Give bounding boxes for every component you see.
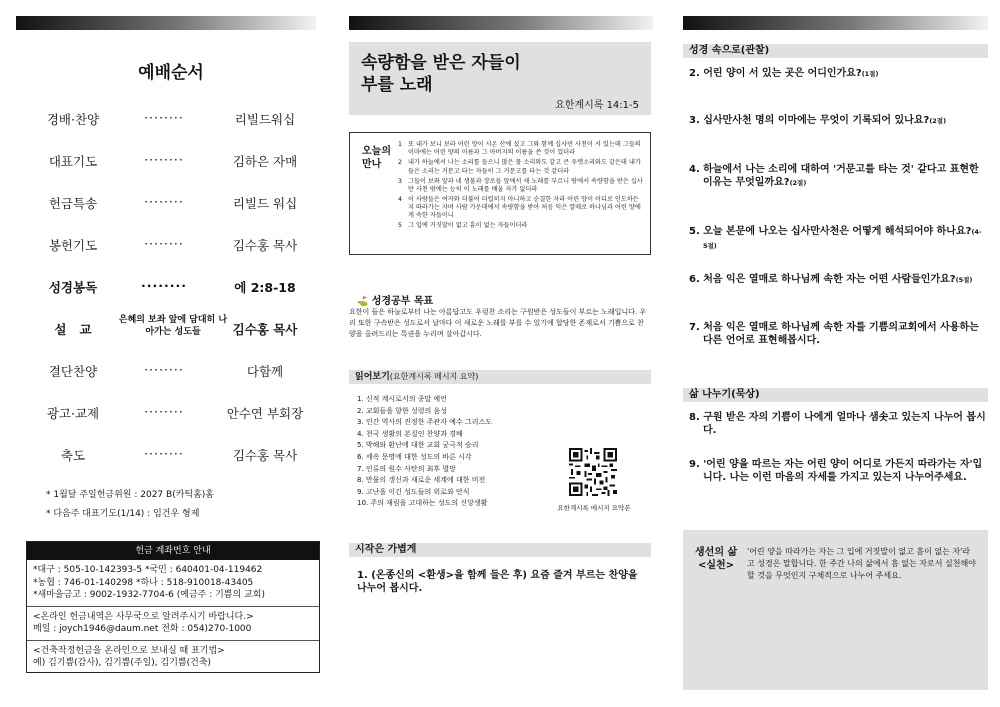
order-leader: 안수연 부회장	[226, 406, 304, 421]
list-item: 3. 인간 역사의 진정한 주관자 예수 그리스도	[357, 418, 492, 427]
label-line: 만나	[362, 159, 382, 170]
reading-section-bar	[349, 370, 651, 384]
order-dots: ········	[144, 362, 184, 377]
practice-box	[683, 530, 988, 690]
title-line: 속량함을 받은 자들이	[361, 53, 521, 73]
verse-text: 그 입에 거짓말이 없고 흠이 없는 자들이더라	[408, 222, 528, 230]
offering-info-box	[26, 541, 320, 673]
order-row	[26, 362, 316, 382]
order-dots: ········	[144, 152, 184, 167]
question-item	[689, 114, 986, 128]
verse	[398, 222, 644, 230]
verse-number: 1	[398, 141, 402, 148]
verse	[398, 159, 644, 176]
observe-section-bar: 성경 속으로(관찰)	[683, 44, 988, 58]
order-item: 광고·교제	[46, 406, 100, 421]
building-offering-info	[27, 641, 319, 674]
qr-code[interactable]	[569, 448, 617, 496]
note-item: * 1월달 주일헌금위원 : 2027 B(카틱홈)홈	[46, 490, 214, 500]
order-row	[26, 152, 316, 172]
list-item: 2. 교회들을 향한 성령의 음성	[357, 406, 447, 415]
question-text: 5. 오늘 본문에 나오는 십사만사천은 어떻게 해석되어야 하나요?	[689, 226, 972, 237]
order-leader: 김수홍 목사	[232, 448, 298, 463]
list-item: 5. 박해와 환난에 대한 교회 궁극적 승리	[357, 441, 479, 450]
order-row	[26, 446, 316, 466]
sermon-title: 은혜의 보좌 앞에 담대히 나아가는 성도들	[118, 315, 228, 337]
account-line: *농협 : 746-01-140298 *하나 : 518-910018-43405	[33, 577, 254, 588]
column3-header-bar	[683, 16, 988, 30]
verse-number: 4	[398, 195, 402, 203]
order-leader: 리빌드워십	[234, 112, 296, 127]
verse-text: 내가 하늘에서 나는 소리를 들으니 많은 물 소리와도 같고 큰 우렛소리와도 같은데 내가 들은 소리는 거문고 타는 자들이 그 거문고를 타는 것 같더라	[408, 159, 641, 175]
order-row	[26, 278, 316, 298]
practice-text: '어린 양을 따라가는 자는 그 입에 거짓말이 없고 흠이 없는 자'라고 성경은 말합니다. 한 주간 나의 삶에서 흠 없는 자로서 실천해야 할 것을 무엇인지 구체적으로 나누어 주세요.	[747, 547, 976, 580]
verse-text: 이 사람들은 여자와 더불어 더럽히지 아니하고 순결한 자라 어린 양이 어디로 인도하든지 따라가는 자며 사람 가운데에서 속량함을 받아 처음 익은 열매로 하나님과 어린 양에게 속한 자들이니	[408, 195, 641, 220]
order-dots: ········	[144, 194, 184, 209]
goal-title-text: 성경공부 목표	[371, 296, 434, 307]
verse-ref: (2절)	[789, 179, 807, 187]
order-row	[26, 315, 316, 340]
account-list	[27, 560, 319, 607]
question-text: 3. 십사만사천 명의 이마에는 무엇이 기록되어 있나요?	[689, 115, 930, 126]
online-offering-info	[27, 607, 319, 641]
verse-text: 또 내가 보니 보라 어린 양이 시온 산에 섰고 그와 함께 십사만 사천이 서 있는데 그들의 이마에는 어린 양의 이름과 그 아버지의 이름을 쓴 것이 있더라	[408, 141, 641, 157]
list-item: 10. 주의 재림을 고대하는 성도의 신앙생활	[357, 499, 488, 508]
order-dots: ········	[144, 446, 184, 461]
verse	[398, 178, 644, 195]
scripture-reference: 요한계시록 14:1-5	[555, 100, 639, 111]
question-item	[689, 321, 986, 348]
verse	[398, 141, 644, 158]
question-item	[689, 273, 986, 287]
question-text: 7. 처음 익은 열매로 하나님께 속한 자를 기쁨의교회에서 사용하는 다른 언어로 표현해봅시다.	[689, 322, 979, 346]
scripture-box	[349, 132, 651, 255]
reading-list	[357, 394, 492, 510]
account-line: *새마을금고 : 9002-1932-7704-6 (예금주 : 기쁨의 교회)	[33, 590, 265, 600]
title-line: 부를 노래	[361, 75, 433, 95]
order-item: 봉헌기도	[48, 238, 98, 253]
order-leader: 김하은 자매	[232, 154, 298, 169]
flag-icon: ⛳	[357, 297, 369, 307]
verse-ref: (1절)	[861, 70, 879, 78]
question-item	[689, 67, 986, 81]
question-item	[689, 163, 986, 190]
sermon-title-box	[349, 42, 651, 115]
practice-label	[695, 546, 737, 572]
verse-text: 그들이 보좌 앞과 네 생물과 장로들 앞에서 새 노래를 부르니 땅에서 속량함을 받은 십사만 사천 밖에는 능히 이 노래를 배울 자가 없더라	[408, 177, 643, 193]
announcement-notes	[46, 486, 214, 524]
sermon-main-title	[361, 52, 641, 96]
study-goal-title	[357, 292, 433, 307]
order-row	[26, 194, 316, 214]
list-item: 4. 천국 생활의 본질인 찬양과 경배	[357, 429, 463, 438]
order-dots: ········	[144, 110, 184, 125]
list-item: 8. 만물의 갱신과 새로운 세계에 대한 비전	[357, 476, 486, 485]
question-text: 2. 어린 양이 서 있는 곳은 어디인가요?	[689, 68, 862, 79]
verse-ref: (2절)	[929, 117, 947, 125]
order-leader: 리빌드 워십	[232, 196, 298, 211]
online-contact: 메일 : joych1946@daum.net 전화 : 054)270-1000	[33, 624, 252, 634]
share-section-bar: 삶 나누기(묵상)	[683, 388, 988, 402]
account-line: *대구 : 505-10-142393-5 *국민 : 640401-04-119462	[33, 565, 263, 575]
order-dots: ········	[144, 236, 184, 251]
list-item: 7. 인류의 원수 사탄의 최후 멸망	[357, 464, 456, 473]
order-item: 대표기도	[48, 154, 98, 169]
reading-subtitle: (요한계시록 메시지 요약)	[389, 372, 479, 381]
worship-order-title: 예배순서	[138, 63, 204, 83]
list-item: 9. 고난을 이긴 성도들의 위로와 안식	[357, 487, 470, 496]
qr-caption: 요한계시록 메시지 요약본	[557, 504, 631, 512]
column2-header-bar	[349, 16, 653, 30]
verse-list	[398, 141, 644, 232]
order-row	[26, 236, 316, 256]
question-item: 8. 구원 받은 자의 기쁨이 나에게 얼마나 샘솟고 있는지 나누어 봅시다.	[689, 412, 986, 436]
label-line: <실천>	[698, 560, 735, 571]
order-item: 성경봉독	[48, 280, 98, 295]
order-row	[26, 404, 316, 424]
verse-number: 5	[398, 222, 402, 230]
start-question: 1. (온종신의 <환생>을 함께 들은 후) 요즘 즐겨 부르는 찬양을 나누어 봅시다.	[357, 570, 638, 594]
order-row	[26, 110, 316, 130]
building-title: <건축작정헌금을 온라인으로 보내실 때 표기법>	[33, 645, 225, 656]
verse	[398, 196, 644, 221]
label-line: 오늘의	[362, 146, 391, 157]
study-goal-text: 요한이 들은 하늘로부터 나는 아름답고도 우렁찬 소리는 구원받은 성도들이 부르는 노래입니다. 우리 또한 구속받은 성도로서 날마다 이 새로운 노래를 부를 수 있기에 합당한 존재로서 기쁨으로 찬양을 올려드리는 특권을 누리며 살아갑시다.	[349, 308, 647, 339]
order-item: 헌금특송	[48, 196, 98, 211]
verse-ref: (4-5절)	[703, 228, 982, 250]
order-item: 경배·찬양	[46, 112, 100, 127]
verse-ref: (5절)	[955, 276, 973, 284]
building-example: 예) 김기쁨(감사), 김기쁨(주일), 김기쁨(건축)	[33, 658, 211, 668]
verse-number: 2	[398, 159, 402, 167]
order-leader: 다함께	[246, 364, 284, 379]
note-item: * 다음주 대표기도(1/14) : 임건우 형제	[46, 509, 200, 519]
list-item: 1. 신적 계시로서의 종말 예언	[357, 395, 447, 403]
order-item: 결단찬양	[48, 364, 98, 379]
order-leader: 김수홍 목사	[232, 322, 298, 337]
question-item: 9. '어린 양을 따르는 자는 어린 양이 어디로 가든지 따라가는 자'입니다. 나는 이런 마음의 자세를 가지고 있는지 나누어주세요.	[689, 459, 983, 483]
verse-number: 3	[398, 177, 402, 185]
question-item	[689, 225, 986, 253]
order-dots: ········	[141, 278, 187, 293]
todays-manna-label	[362, 145, 391, 171]
list-item: 6. 세속 문명에 대한 성도의 바른 시각	[357, 452, 472, 461]
offering-header: 헌금 계좌번호 안내	[27, 542, 319, 560]
order-item: 축도	[60, 448, 86, 463]
label-line: 생선의 삶	[695, 547, 738, 558]
question-text: 6. 처음 익은 열매로 하나님께 속한 자는 어떤 사람들인가요?	[689, 274, 956, 285]
order-leader: 김수홍 목사	[232, 238, 298, 253]
question-text: 4. 하늘에서 나는 소리에 대하여 '거문고를 타는 것' 같다고 표현한 이유는 무엇일까요?	[689, 164, 979, 188]
reading-title: 읽어보기	[355, 372, 390, 382]
start-section-bar: 시작은 가볍게	[349, 543, 651, 557]
column1-header-bar	[16, 16, 316, 30]
order-leader: 에 2:8-18	[234, 280, 296, 295]
order-item: 설 교	[54, 322, 92, 337]
order-dots: ········	[144, 404, 184, 419]
online-title: <온라인 헌금내역은 사무국으로 알려주시기 바랍니다.>	[33, 611, 254, 622]
